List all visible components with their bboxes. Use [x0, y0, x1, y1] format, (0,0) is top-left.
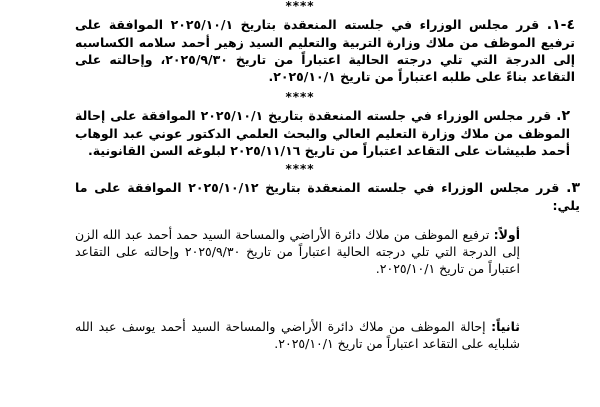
decision-paragraph-2 [75, 107, 570, 159]
sub-item-text: ترفيع الموظف من ملاك دائرة الأراضي والمساحة السيد حمد أحمد عبد الله الزن إلى الدرجة التي تلي درجته الحالية اعتباراً من تاريخ ٢٠٢٥/٩/٣٠ وإحالته على التقاعد اعتباراً من تاريخ ٢٠٢٥/١٠/١. [75, 227, 521, 276]
separator-stars: **** [285, 90, 315, 104]
decision-number: ٤-١. [546, 17, 575, 33]
sub-item-second [75, 318, 520, 352]
decision-text: قرر مجلس الوزراء في جلسته المنعقدة بتاريخ ٢٠٢٥/١٠/١ الموافقة على إحالة الموظف من ملاك وزارة التعليم العالي والبحث العلمي الدكتور عوني عبد الوهاب أحمد طبيشات على التقاعد اعتباراً من تاريخ ٢٠٢٥/١١/١٦ لبلوغه السن القانونية. [75, 108, 570, 158]
decision-paragraph-1 [75, 16, 575, 85]
decision-paragraph-3 [75, 179, 580, 214]
separator-stars: **** [285, 0, 315, 13]
decision-number: ٢. [556, 108, 570, 124]
decision-text: قرر مجلس الوزراء في جلسته المنعقدة بتاريخ ٢٠٢٥/١٠/١٢ الموافقة على ما يلي: [75, 180, 580, 213]
separator-stars: **** [285, 162, 315, 176]
sub-item-first [75, 226, 520, 277]
sub-item-label: أولاً: [493, 227, 520, 242]
sub-item-label: ثانياً: [491, 319, 520, 334]
decision-text: قرر مجلس الوزراء في جلسته المنعقدة بتاريخ ٢٠٢٥/١٠/١ الموافقة على ترفيع الموظف من ملاك وزارة التربية والتعليم السيد زهير أحمد سلامه الكساسبه إلى الدرجة التي تلي درجته الحالية اعتباراً من تاريخ ٢٠٢٥/٩/٣٠، وإحالته على التقاعد بناءً على طلبه اعتباراً من تاريخ ٢٠٢٥/١٠/١. [75, 17, 575, 84]
sub-item-text: إحالة الموظف من ملاك دائرة الأراضي والمساحة السيد أحمد يوسف عبد الله شلبايه على التقاعد اعتباراً من تاريخ ٢٠٢٥/١٠/١. [75, 319, 520, 351]
decision-number: ٣. [566, 180, 580, 196]
